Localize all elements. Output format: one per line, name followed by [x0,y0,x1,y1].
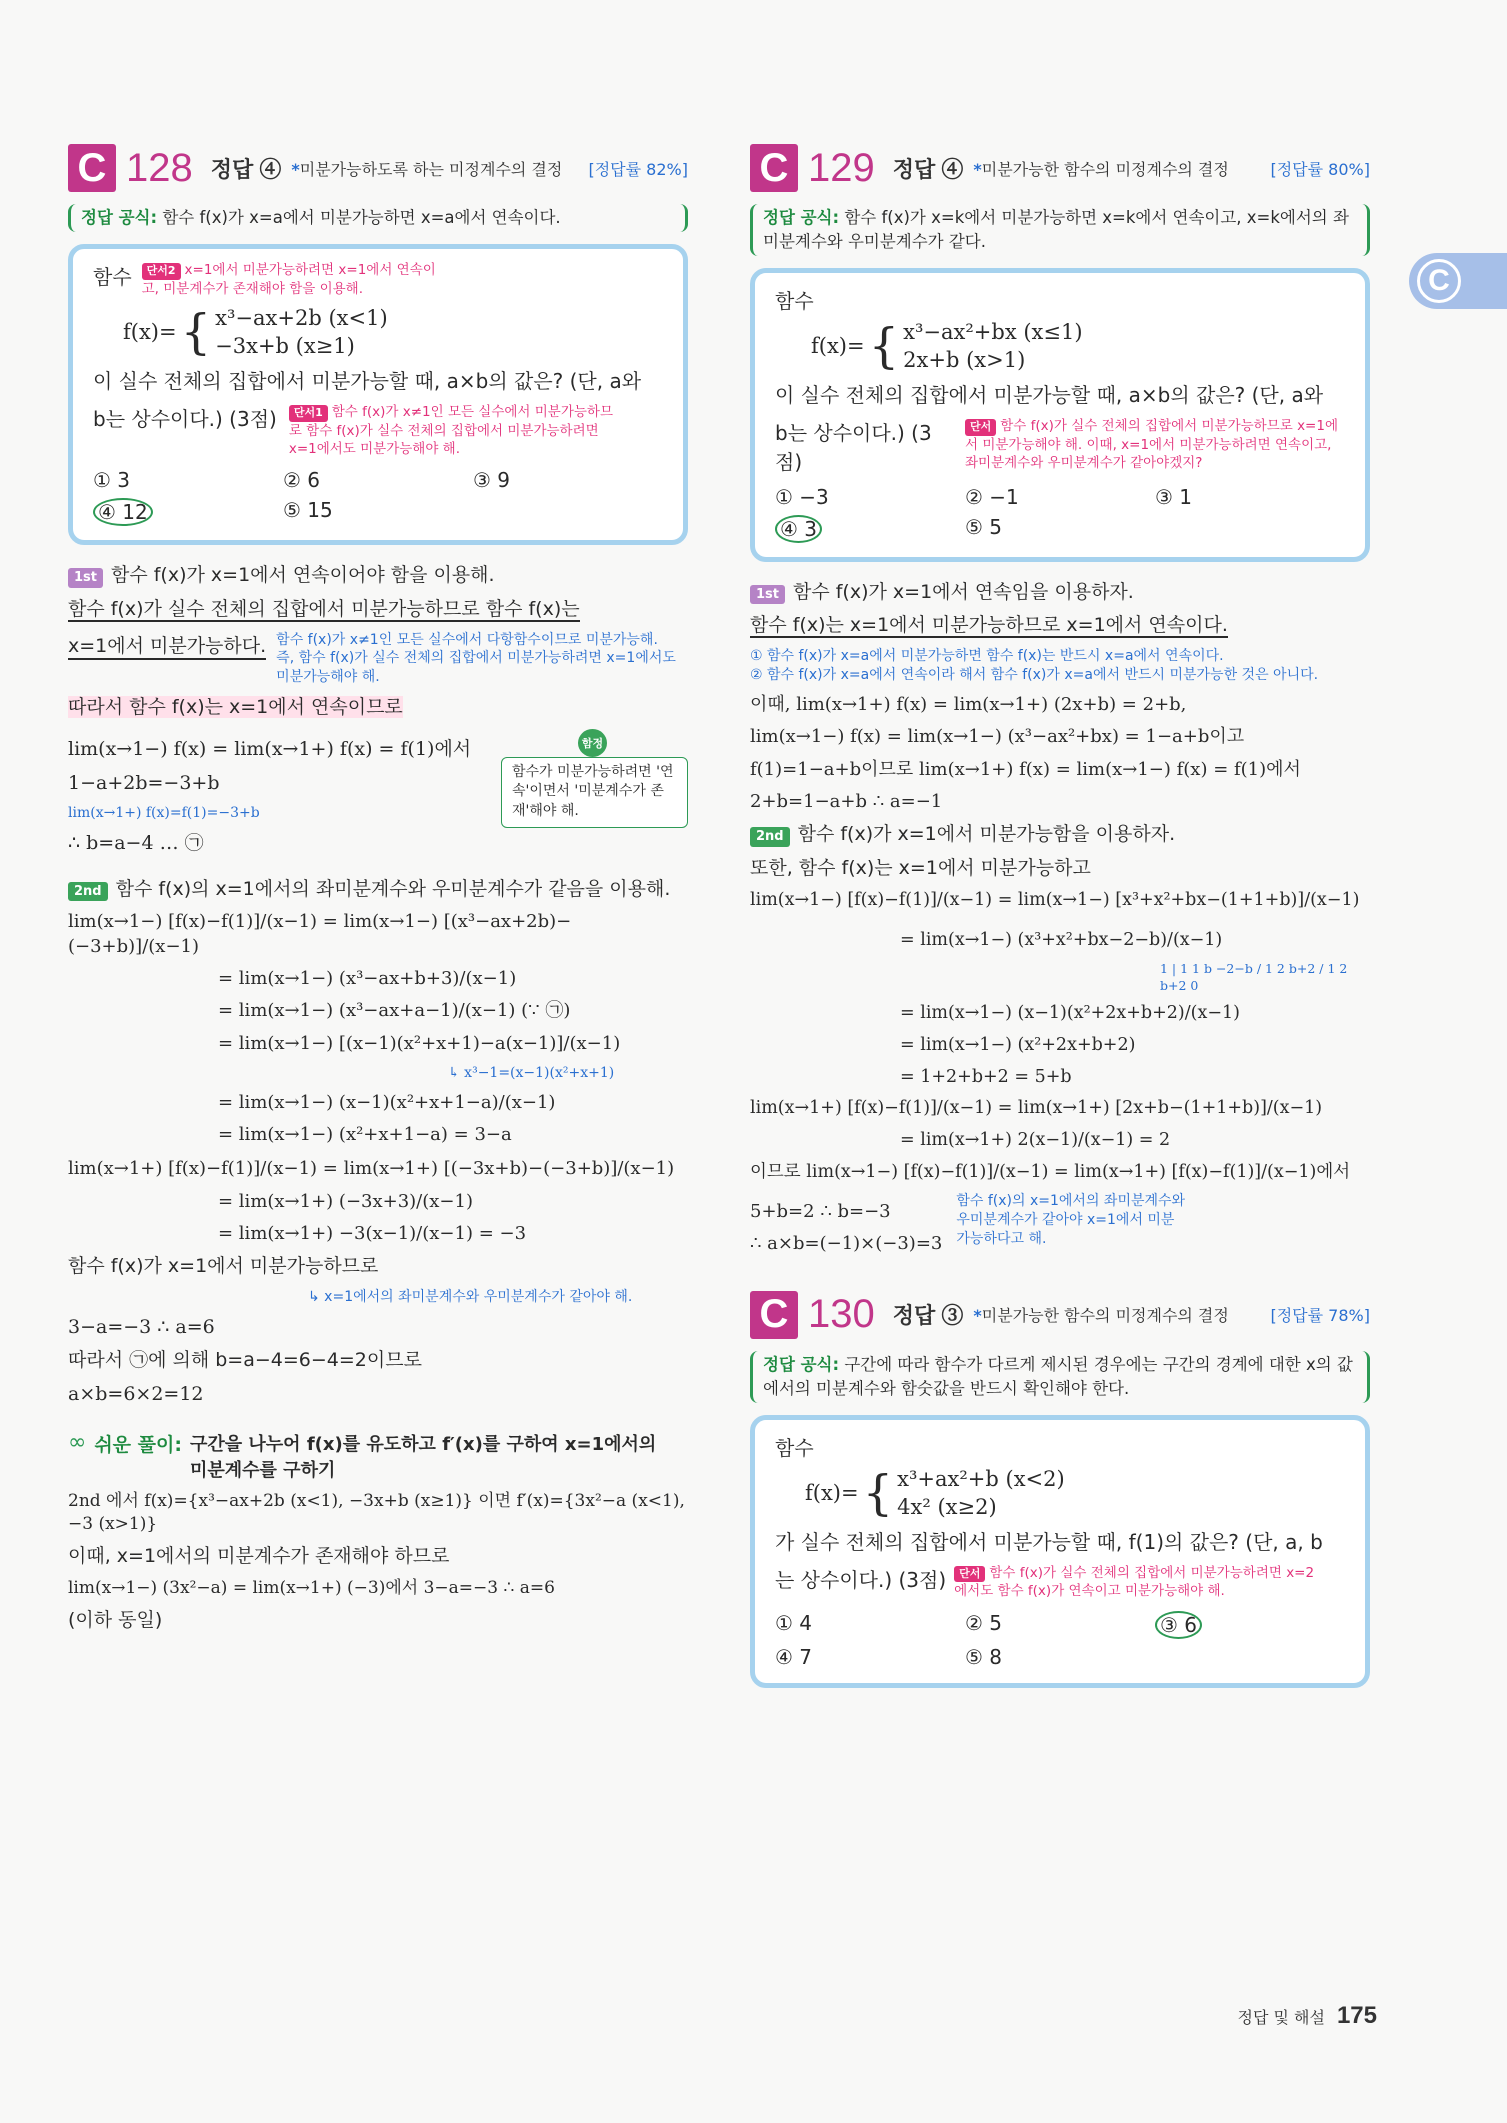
chapter-side-tab [1409,253,1507,309]
solution-line: f(1)=1−a+b이므로 lim(x→1+) f(x) = lim(x→1−) f(x) = f(1)에서 [750,758,1301,780]
trap-note: 함수가 미분가능하려면 '연속'이면서 '미분계수가 존재'해야 해. [501,757,688,828]
solution-129 [750,580,1370,1265]
side-note: ↳ x=1에서의 좌미분계수와 우미분계수가 같아야 해. [308,1288,633,1305]
derivation-line: lim(x→1+) [f(x)−f(1)]/(x−1) = lim(x→1+) [2x+b−(1+1+b)]/(x−1) [750,1098,1323,1119]
conclusion-line: 따라서 ㉠에 의해 b=a−4=6−4=2이므로 [68,1349,422,1372]
problem-intro: 함수 [775,288,814,313]
derivation-line: = 1+2+b+2 = 5+b [900,1066,1072,1087]
derivation-line: = lim(x→1−) (x²+2x+b+2) [900,1035,1136,1055]
problem-number: 129 [808,145,875,190]
problem-box [68,244,688,545]
correct-rate: [정답률 80%] [1270,159,1370,179]
choice-1[interactable]: ① 3 [93,468,131,493]
easy-solution-icon: ∞ [68,1429,87,1455]
correct-rate: [정답률 78%] [1270,1306,1370,1326]
derivation-line: = lim(x→1−) (x−1)(x²+2x+b+2)/(x−1) [900,1003,1240,1024]
solution-line: lim(x→1−) f(x) = lim(x→1+) f(x) = f(1)에서 [68,737,472,760]
choice-1[interactable]: ① −3 [775,484,829,509]
question-line-1: 가 실수 전체의 집합에서 미분가능할 때, f(1)의 값은? (단, a, b [775,1529,1323,1554]
problem-intro: 함수 [93,264,132,289]
step-2-title: 함수 f(x)의 x=1에서의 좌미분계수와 우미분계수가 같음을 이용해. [115,877,671,900]
question-line-2: b는 상수이다.) (3점) [93,406,277,431]
step-2-title: 함수 f(x)가 x=1에서 미분가능함을 이용하자. [797,823,1176,846]
solution-line: 또한, 함수 f(x)는 x=1에서 미분가능하고 [750,856,1091,879]
solution-line: 함수 f(x)는 x=1에서 미분가능하므로 x=1에서 연속이다. [750,614,1228,637]
derivation-line: = lim(x→1−) (x²+x+1−a) = 3−a [218,1123,512,1145]
solution-line: 이때, lim(x→1+) f(x) = lim(x→1+) (2x+b) = 2+b, [750,693,1187,715]
answer-label: 정답 ④ [892,156,964,182]
step-badge-1st: 1st [68,568,103,588]
choice-1[interactable]: ① 4 [775,1610,813,1635]
topic: *미분가능한 함수의 미정계수의 결정 [973,159,1229,179]
conclusion-line: 3−a=−3 ∴ a=6 [68,1315,215,1338]
derivation-line: = lim(x→1−) (x−1)(x²+x+1−a)/(x−1) [218,1091,556,1113]
step-1-title: 함수 f(x)가 x=1에서 연속이어야 함을 이용해. [111,564,495,587]
step-badge-2nd: 2nd [750,827,790,847]
answer-label: 정답 ④ [210,156,282,182]
side-note: lim(x→1+) f(x)=f(1)=−3+b [68,805,260,822]
easy-line: lim(x→1−) (3x²−a) = lim(x→1+) (−3)에서 3−a=−3 ∴ a=6 [68,1578,555,1599]
question-line-1: 이 실수 전체의 집합에서 미분가능할 때, a×b의 값은? (단, a와 [93,368,642,393]
conclusion-line: a×b=6×2=12 [68,1382,204,1405]
answer-formula: 정답 공식: 구간에 따라 함수가 다르게 제시된 경우에는 구간의 경계에 대한 x의 값에서의 미분계수와 함숫값을 반드시 확인해야 한다. [750,1351,1370,1403]
choices [93,468,663,526]
answer-formula: 정답 공식: 함수 f(x)가 x=a에서 미분가능하면 x=a에서 연속이다. [68,204,688,232]
choice-3[interactable]: ③ 1 [1155,484,1193,509]
problem-128-header [68,140,688,196]
choice-4[interactable]: ④ 7 [775,1644,813,1669]
choice-5[interactable]: ⑤ 5 [965,514,1003,539]
trap-tag: 함정 [578,729,607,757]
answer-label: 정답 ③ [892,1303,964,1329]
choice-5[interactable]: ⑤ 8 [965,1644,1003,1669]
derivation-line: lim(x→1−) [f(x)−f(1)]/(x−1) = lim(x→1−) [(x³−ax+2b)−(−3+b)]/(x−1) [68,911,572,957]
step-badge-2nd: 2nd [68,882,108,902]
step-badge-1st: 1st [750,585,785,605]
question-line-2: 는 상수이다.) (3점) [775,1567,947,1592]
category-badge: C [750,144,798,192]
page-footer [1238,2002,1378,2030]
question-line-2: b는 상수이다.) (3점) [775,420,932,474]
conclusion-line: 5+b=2 ∴ b=−3 [750,1201,891,1223]
problem-number: 128 [126,145,193,190]
side-note: ① 함수 f(x)가 x=a에서 미분가능하면 함수 f(x)는 반드시 x=a에서 연속이다. [750,648,1224,665]
choices [775,485,1345,543]
derivation-line: 이므로 lim(x→1−) [f(x)−f(1)]/(x−1) = lim(x→1+) [f(x)−f(1)]/(x−1)에서 [750,1161,1351,1182]
choice-2[interactable]: ② 5 [965,1610,1003,1635]
derivation-line: = lim(x→1+) 2(x−1)/(x−1) = 2 [900,1129,1171,1150]
solution-line: 따라서 함수 f(x)는 x=1에서 연속이므로 [68,696,403,719]
conclusion-line: ∴ a×b=(−1)×(−3)=3 [750,1233,943,1255]
problem-130 [750,1287,1370,1688]
solution-line: ∴ b=a−4 … ㉠ [68,832,204,855]
choice-2[interactable]: ② −1 [965,484,1019,509]
page-number: 175 [1336,2002,1377,2029]
derivation-line: = lim(x→1+) −3(x−1)/(x−1) = −3 [218,1222,527,1244]
easy-solution [68,1430,688,1482]
solution-line: 1−a+2b=−3+b [68,771,220,794]
easy-line: 2nd 에서 f(x)={x³−ax+2b (x<1), −3x+b (x≥1)} 이면 f′(x)={3x²−a (x<1), −3 (x>1)} [68,1490,685,1534]
side-note: ② 함수 f(x)가 x=a에서 연속이라 해서 함수 f(x)가 x=a에서 반드시 미분가능한 것은 아니다. [750,667,1319,684]
question-line-1: 이 실수 전체의 집합에서 미분가능할 때, a×b의 값은? (단, a와 [775,382,1324,407]
side-note: 함수 f(x)가 x≠1인 모든 실수에서 다항함수이므로 미분가능해. 즉, 함수 f(x)가 실수 전체의 집합에서 미분가능하려면 x=1에서도 미분가능해야 해. [276,631,676,686]
choice-4-selected[interactable]: ④ 12 [93,498,153,526]
choice-3[interactable]: ③ 9 [473,468,511,493]
hint-2: 단서2 x=1에서 미분가능하려면 x=1에서 연속이고, 미분계수가 존재해야 함을 이용해. [141,261,436,297]
derivation-line: lim(x→1+) [f(x)−f(1)]/(x−1) = lim(x→1+) [(−3x+b)−(−3+b)]/(x−1) [68,1158,675,1180]
problem-box [750,1415,1370,1688]
easy-label: 쉬운 풀이: [94,1433,182,1456]
solution-line: lim(x→1−) f(x) = lim(x→1−) (x³−ax²+bx) = 1−a+b이고 [750,726,1245,748]
derivation-line: = lim(x→1−) (x³−ax+b+3)/(x−1) [218,967,517,989]
problem-box [750,268,1370,562]
easy-line: (이하 동일) [68,1609,163,1632]
derivation-line: = lim(x→1+) (−3x+3)/(x−1) [218,1190,473,1212]
hint: 단서 함수 f(x)가 실수 전체의 집합에서 미분가능하므로 x=1에서 미분가능해야 해. 이때, x=1에서 미분가능하려면 연속이고, 좌미분계수와 우미분계수가 같아야겠지? [965,417,1338,471]
piecewise-function: f(x)= { x³−ax+2b (x<1) −3x+b (x≥1) [123,303,388,360]
choices [775,1611,1345,1669]
problem-128 [68,140,688,1642]
piecewise-function: f(x)= { x³−ax²+bx (x≤1) 2x+b (x>1) [811,317,1083,374]
derivation-line: lim(x→1−) [f(x)−f(1)]/(x−1) = lim(x→1−) [x³+x²+bx−(1+1+b)]/(x−1) [750,890,1360,911]
choice-4-selected[interactable]: ④ 3 [775,515,822,543]
answer-formula: 정답 공식: 함수 f(x)가 x=k에서 미분가능하면 x=k에서 연속이고, x=k에서의 좌미분계수와 우미분계수가 같다. [750,204,1370,256]
side-note: 함수 f(x)의 x=1에서의 좌미분계수와 우미분계수가 같아야 x=1에서 미분가능하다고 해. [956,1193,1186,1247]
category-badge: C [68,144,116,192]
solution-128 [68,563,688,1633]
synthetic-division: 1 | 1 1 b −2−b / 1 2 b+2 / 1 2 b+2 0 [1160,960,1348,993]
choice-3-selected[interactable]: ③ 6 [1155,1611,1202,1639]
derivation-line: = lim(x→1−) (x³+x²+bx−2−b)/(x−1) [900,930,1223,950]
solution-line: 함수 f(x)가 실수 전체의 집합에서 미분가능하므로 함수 f(x)는 [68,597,580,620]
chapter-tab-letter: C [1417,259,1461,303]
category-badge: C [750,1291,798,1339]
choice-2[interactable]: ② 6 [283,468,321,493]
footer-label: 정답 및 해설 [1237,2008,1325,2027]
choice-5[interactable]: ⑤ 15 [283,498,333,523]
easy-title: 구간을 나누어 f(x)를 유도하고 f′(x)를 구하여 x=1에서의 미분계수를 구하기 [189,1433,657,1481]
problem-number: 130 [808,1292,875,1337]
solution-line: x=1에서 미분가능하다. [68,631,266,660]
derivation-line: = lim(x→1−) (x³−ax+a−1)/(x−1) (∵ ㉠) [218,1000,571,1022]
problem-129-header [750,140,1370,196]
solution-line: 2+b=1−a+b ∴ a=−1 [750,790,943,812]
easy-line: 이때, x=1에서의 미분계수가 존재해야 하므로 [68,1544,450,1567]
topic: *미분가능하도록 하는 미정계수의 결정 [291,159,563,179]
piecewise-function: f(x)= { x³+ax²+b (x<2) 4x² (x≥2) [805,1464,1065,1521]
problem-130-header [750,1287,1370,1343]
step-1-title: 함수 f(x)가 x=1에서 연속임을 이용하자. [793,580,1134,603]
side-note: ↳ x³−1=(x−1)(x²+x+1) [448,1064,615,1081]
problem-129 [750,140,1370,1688]
hint-1: 단서1 함수 f(x)가 x≠1인 모든 실수에서 미분가능하므로 함수 f(x)가 실수 전체의 집합에서 미분가능하려면 x=1에서도 미분가능해야 해. [288,403,614,458]
problem-intro: 함수 [775,1435,814,1460]
hint: 단서 함수 f(x)가 실수 전체의 집합에서 미분가능하려면 x=2에서도 함수 f(x)가 연속이고 미분가능해야 해. [954,1564,1315,1600]
correct-rate: [정답률 82%] [588,159,688,179]
derivation-line: = lim(x→1−) [(x−1)(x²+x+1)−a(x−1)]/(x−1) [218,1032,621,1054]
topic: *미분가능한 함수의 미정계수의 결정 [973,1306,1229,1326]
conclusion-line: 함수 f(x)가 x=1에서 미분가능하므로 [68,1255,379,1278]
